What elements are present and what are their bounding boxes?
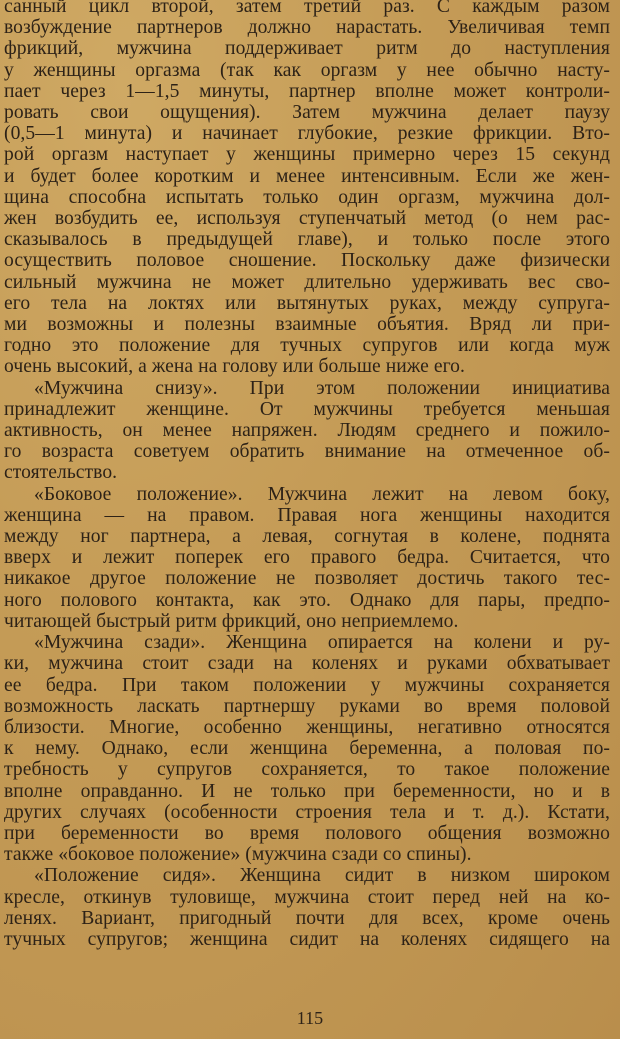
- paragraph: [4, 378, 610, 484]
- paragraph: [4, 632, 610, 865]
- text-line: никакое другое положение не позволяет достичь такого тес-: [4, 568, 610, 590]
- text-line: (0,5—1 минута) и начинает глубокие, резкие фрикции. Вто-: [4, 123, 610, 145]
- text-line: активность, он менее напряжен. Людям среднего и пожило-: [4, 420, 610, 442]
- text-line: тучных супругов; женщина сидит на коленях сидящего на: [4, 928, 610, 950]
- text-line: других случаях (особенности строения тела и т. д.). Кстати,: [4, 801, 610, 823]
- text-line: читающей быстрый ритм фрикций, оно неприемлемо.: [4, 610, 459, 632]
- text-line: к нему. Однако, если женщина беременна, а половая по-: [4, 738, 610, 760]
- text-line: ровать свои ощущения). Затем мужчина делает паузу: [4, 102, 610, 124]
- text-line: пает через 1—1,5 минуты, партнер вполне может контроли-: [4, 80, 610, 102]
- text-line: ми возможны и полезны взаимные объятия. Вряд ли при-: [4, 314, 610, 336]
- text-line: у женщины оргазма (так как оргазм у нее обычно насту-: [4, 59, 610, 81]
- text-line: санный цикл второй, затем третий раз. С каждым разом: [4, 0, 610, 17]
- text-line: очень высокий, а жена на голову или больше ниже его.: [4, 356, 465, 378]
- text-line: женщина — на правом. Правая нога женщины находится: [4, 504, 610, 526]
- text-line: щина способна испытать только один оргазм, мужчина дол-: [4, 186, 610, 208]
- text-line: «Боковое положение». Мужчина лежит на левом боку,: [34, 483, 610, 505]
- text-line: фрикций, мужчина поддерживает ритм до наступления: [4, 38, 610, 60]
- text-line: ленях. Вариант, пригодный почти для всех, кроме очень: [4, 907, 610, 929]
- text-line: ее бедра. При таком положении у мужчины сохраняется: [4, 674, 610, 696]
- text-line: ки, мужчина стоит сзади на коленях и руками обхватывает: [4, 653, 610, 675]
- paragraph: [4, 484, 610, 632]
- paragraph: [4, 865, 610, 950]
- text-line: сказывалось в предыдущей главе), и только после этого: [4, 229, 610, 251]
- text-line: стоятельство.: [4, 462, 118, 484]
- text-line: ного полового контакта, как это. Однако для пары, предпо-: [4, 589, 610, 611]
- text-line: жен возбудить ее, используя ступенчатый метод (о нем рас-: [4, 208, 610, 230]
- text-line: «Мужчина сзади». Женщина опирается на колени и ру-: [34, 632, 610, 654]
- text-line: го возраста советуем обратить внимание на отмеченное об-: [4, 441, 610, 463]
- text-line: требность у супругов сохраняется, то такое положение: [4, 759, 610, 781]
- text-line: вполне оправданно. И не только при беременности, но и в: [4, 780, 610, 802]
- text-line: возбуждение партнеров должно нарастать. Увеличивая темп: [4, 17, 610, 39]
- text-line: его тела на локтях или вытянутых руках, между супруга-: [4, 292, 610, 314]
- page-number: 115: [296, 1008, 324, 1028]
- text-line: «Мужчина снизу». При этом положении инициатива: [34, 377, 610, 399]
- text-line: кресле, откинув туловище, мужчина стоит перед ней на ко-: [4, 886, 610, 908]
- text-line: осуществить половое сношение. Поскольку даже физически: [4, 250, 610, 272]
- text-line: близости. Многие, особенно женщины, негативно относятся: [4, 716, 610, 738]
- text-line: при беременности во время полового общения возможно: [4, 822, 610, 844]
- paragraph: [4, 0, 610, 378]
- text-line: принадлежит женщине. От мужчины требуется меньшая: [4, 398, 610, 420]
- text-line: рой оргазм наступает у женщины примерно через 15 секунд: [4, 144, 610, 166]
- text-line: годно это положение для тучных супругов или когда муж: [4, 335, 610, 357]
- text-line: возможность ласкать партнершу руками во время половой: [4, 695, 610, 717]
- text-line: вверх и лежит поперек его правого бедра. Считается, что: [4, 547, 610, 569]
- text-line: сильный мужчина не может длительно удерживать вес сво-: [4, 271, 610, 293]
- text-line: и будет более коротким и менее интенсивным. Если же жен-: [4, 165, 610, 187]
- text-line: также «боковое положение» (мужчина сзади со спины).: [4, 844, 472, 866]
- page-body-text: [4, 0, 610, 950]
- text-line: «Положение сидя». Женщина сидит в низком широком: [34, 865, 610, 887]
- text-line: между ног партнера, а левая, согнутая в колене, поднята: [4, 526, 610, 548]
